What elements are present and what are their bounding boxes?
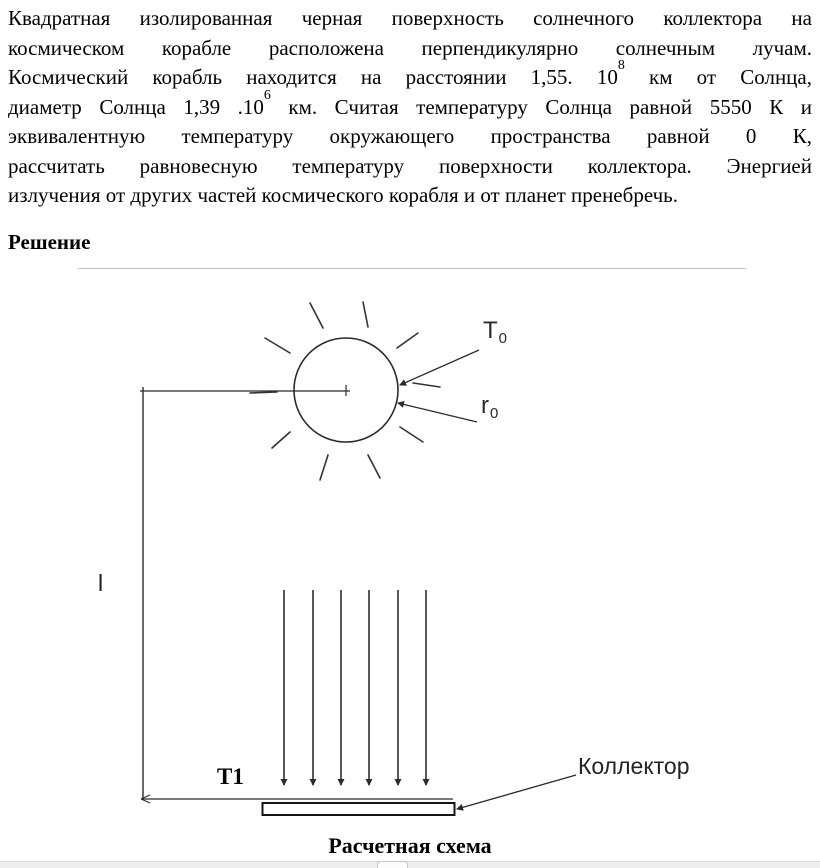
collector-label: Коллектор bbox=[578, 753, 690, 779]
footer-widget-button[interactable] bbox=[377, 861, 408, 868]
problem-line: рассчитать равновесную температуру поверхности коллектора. Энергией bbox=[8, 153, 812, 178]
sun-radius-label bbox=[481, 392, 497, 420]
sun-temperature-label bbox=[483, 317, 506, 345]
sun-temperature-subscript: 0 bbox=[498, 330, 508, 347]
problem-line-part: км от Солнца, bbox=[624, 65, 812, 89]
problem-line-part: Космический корабль находится на расстоянии 1,55. 10 bbox=[8, 65, 618, 89]
problem-line: эквивалентную температуру окружающего пространства равной 0 К, bbox=[8, 124, 812, 148]
sun-radius-leader-line bbox=[398, 403, 477, 422]
problem-line-part: диаметр Солнца 1,39 .10 bbox=[8, 94, 264, 119]
diagram-caption: Расчетная схема bbox=[328, 833, 492, 858]
page-footer-bar bbox=[0, 861, 820, 868]
problem-line: Квадратная изолированная черная поверхность солнечного коллектора на bbox=[8, 6, 812, 30]
collector-rect bbox=[263, 803, 455, 815]
solar-flux-arrows bbox=[284, 590, 426, 785]
sun-temp-leader-line bbox=[400, 350, 479, 385]
solution-heading: Решение bbox=[8, 230, 91, 254]
sun-radius-subscript: 0 bbox=[490, 405, 499, 422]
distance-label: l bbox=[98, 570, 104, 596]
collector-temperature-label: T1 bbox=[217, 764, 244, 789]
collector-leader-line bbox=[457, 775, 576, 809]
superscript: 6 bbox=[263, 87, 271, 103]
sun-radius-symbol: r bbox=[481, 392, 489, 419]
superscript: 8 bbox=[617, 58, 625, 73]
problem-line-part: км. Считая температуру Солнца равной 5550 К и bbox=[270, 94, 812, 119]
problem-line: излучения от других частей космического корабля и от планет пренебречь. bbox=[8, 183, 679, 207]
problem-line: космическом корабле расположена перпендикулярно солнечным лучам. bbox=[8, 35, 812, 60]
sun-temperature-symbol: T bbox=[483, 317, 498, 344]
